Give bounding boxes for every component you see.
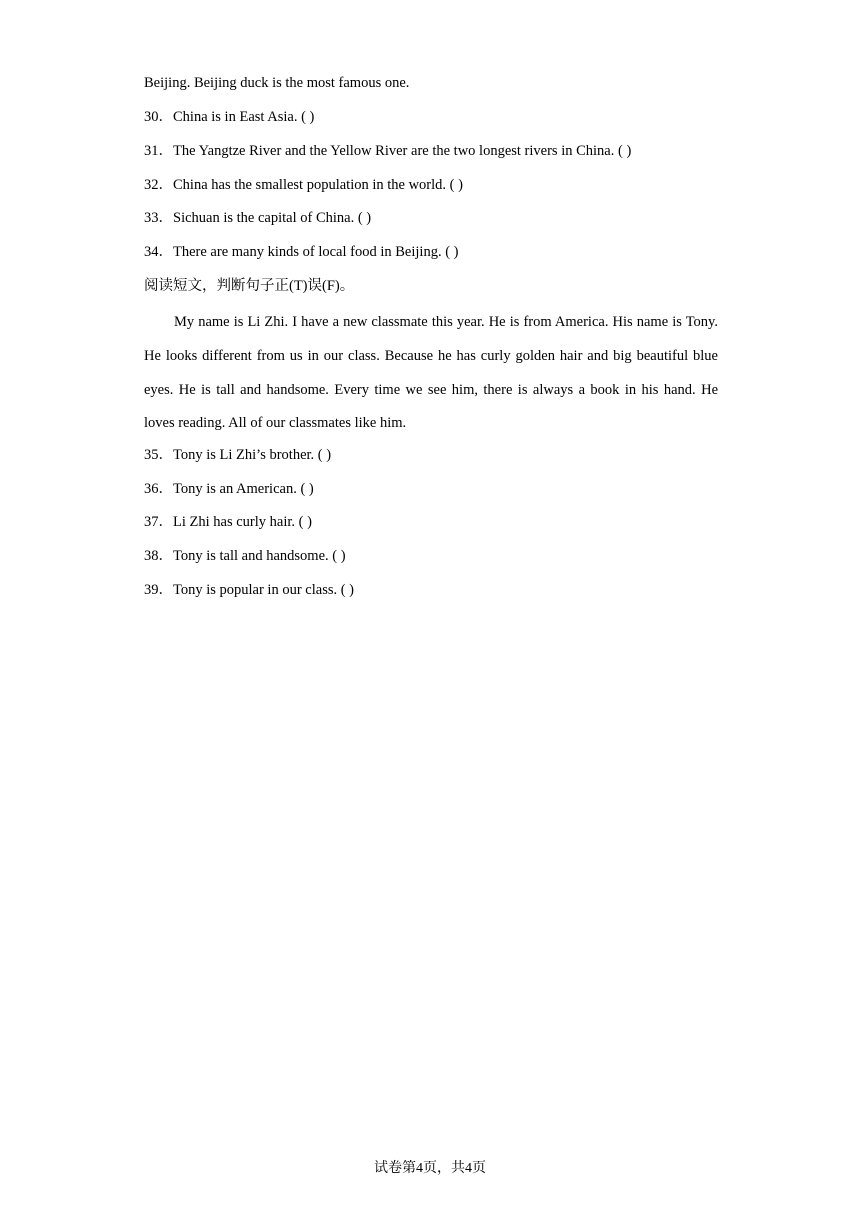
question-text: Li Zhi has curly hair. ( ) — [173, 514, 312, 530]
question-34 — [144, 242, 458, 262]
question-39 — [144, 580, 354, 600]
question-text: Tony is tall and handsome. ( ) — [173, 548, 346, 564]
question-number: 34． — [144, 244, 173, 260]
question-text: China is in East Asia. ( ) — [173, 109, 315, 125]
question-30 — [144, 107, 314, 127]
question-text: There are many kinds of local food in Beijing. ( ) — [173, 244, 459, 260]
question-33 — [144, 208, 371, 228]
passage1-tail: Beijing. Beijing duck is the most famous one. — [144, 75, 410, 91]
question-number: 30． — [144, 109, 173, 125]
question-38 — [144, 546, 346, 566]
question-number: 38． — [144, 548, 173, 564]
question-36 — [144, 479, 314, 499]
question-37 — [144, 512, 312, 532]
question-35 — [144, 445, 331, 465]
question-text: Tony is an American. ( ) — [173, 481, 314, 497]
page-footer: 试卷第4页，共4页 — [374, 1161, 486, 1176]
question-text: Sichuan is the capital of China. ( ) — [173, 210, 372, 226]
question-number: 35． — [144, 447, 173, 463]
question-number: 33． — [144, 210, 173, 226]
reading-passage: My name is Li Zhi. I have a new classmate this year. He is from America. His name is Tony. He looks different from us in our class. Because he has curly golden hair and big beautiful blue eyes. He is tall and handsome. Every time we see him, there is always a book in his hand. He loves reading. All of our classmates like him. — [144, 314, 718, 432]
section-instruction: 阅读短文，判断句子正(T)误(F)。 — [144, 278, 355, 294]
question-text: Tony is Li Zhi’s brother. ( ) — [173, 447, 332, 463]
question-number: 37． — [144, 514, 173, 530]
question-text: The Yangtze River and the Yellow River are the two longest rivers in China. ( ) — [173, 143, 632, 159]
question-number: 32． — [144, 177, 173, 193]
question-number: 36． — [144, 481, 173, 497]
question-text: Tony is popular in our class. ( ) — [173, 582, 355, 598]
question-31 — [144, 141, 631, 161]
question-32 — [144, 175, 463, 195]
question-number: 31． — [144, 143, 173, 159]
question-text: China has the smallest population in the world. ( ) — [173, 177, 463, 193]
question-number: 39． — [144, 582, 173, 598]
